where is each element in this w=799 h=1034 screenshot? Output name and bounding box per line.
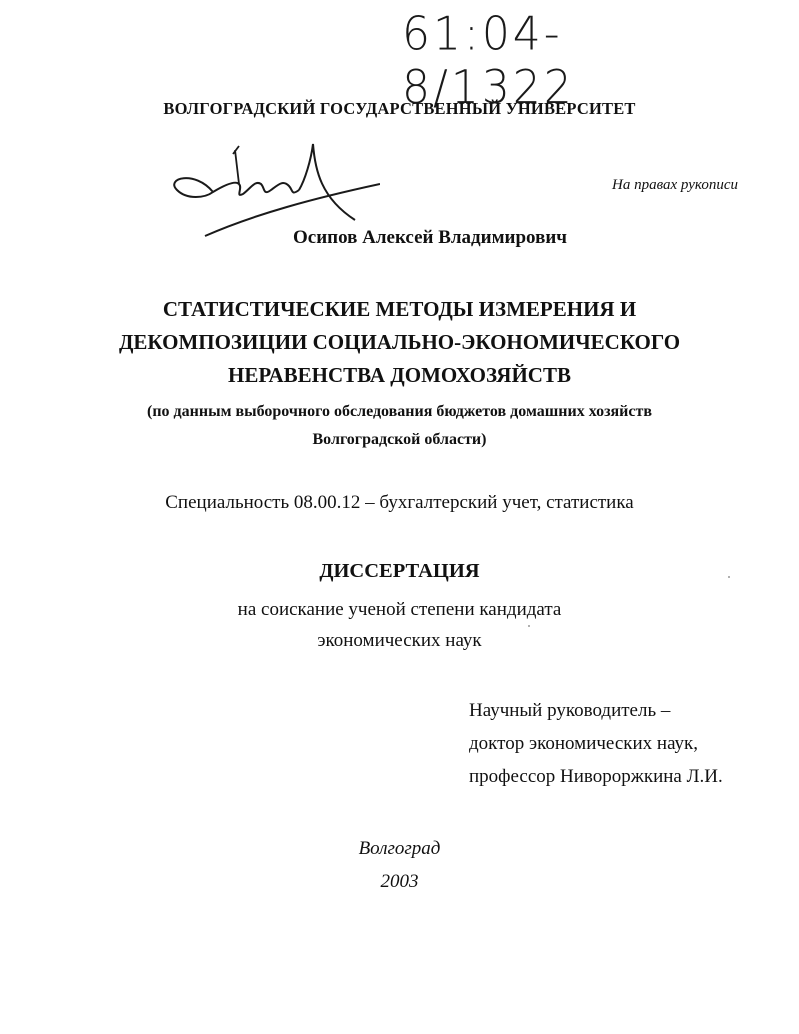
university-name: ВОЛГОГРАДСКИЙ ГОСУДАРСТВЕННЫЙ УНИВЕРСИТЕТ <box>163 99 636 118</box>
author-name: Осипов Алексей Владимирович <box>292 227 568 248</box>
dissertation-title <box>0 293 799 392</box>
scan-speck <box>528 625 530 627</box>
scientific-supervisor <box>469 694 789 793</box>
title-line: НЕРАВЕНСТВА ДОМОХОЗЯЙСТВ <box>228 363 571 387</box>
document-type: ДИССЕРТАЦИЯ <box>319 560 480 582</box>
degree-line: экономических наук <box>317 630 482 651</box>
supervisor-line: доктор экономических наук, <box>469 733 699 754</box>
city: Волгоград <box>358 838 441 859</box>
title-line: СТАТИСТИЧЕСКИЕ МЕТОДЫ ИЗМЕРЕНИЯ И <box>162 297 637 321</box>
subtitle-line: Волгоградской области) <box>312 431 487 448</box>
scan-speck <box>728 576 730 578</box>
supervisor-line: профессор Нивороржкина Л.И. <box>469 766 723 787</box>
city-and-year <box>0 832 799 898</box>
archive-number-handwritten: 61:04-8/1322 <box>402 7 575 115</box>
title-line: ДЕКОМПОЗИЦИИ СОЦИАЛЬНО-ЭКОНОМИЧЕСКОГО <box>118 330 681 354</box>
supervisor-line: Научный руководитель – <box>469 700 671 721</box>
year: 2003 <box>380 871 419 892</box>
degree-description <box>0 594 799 656</box>
manuscript-rights-note: На правах рукописи <box>612 177 738 193</box>
specialty: Специальность 08.00.12 – бухгалтерский учет, статистика <box>165 492 634 513</box>
degree-line: на соискание ученой степени кандидата <box>237 599 562 620</box>
dissertation-subtitle <box>0 398 799 454</box>
subtitle-line: (по данным выборочного обследования бюджетов домашних хозяйств <box>147 403 652 420</box>
